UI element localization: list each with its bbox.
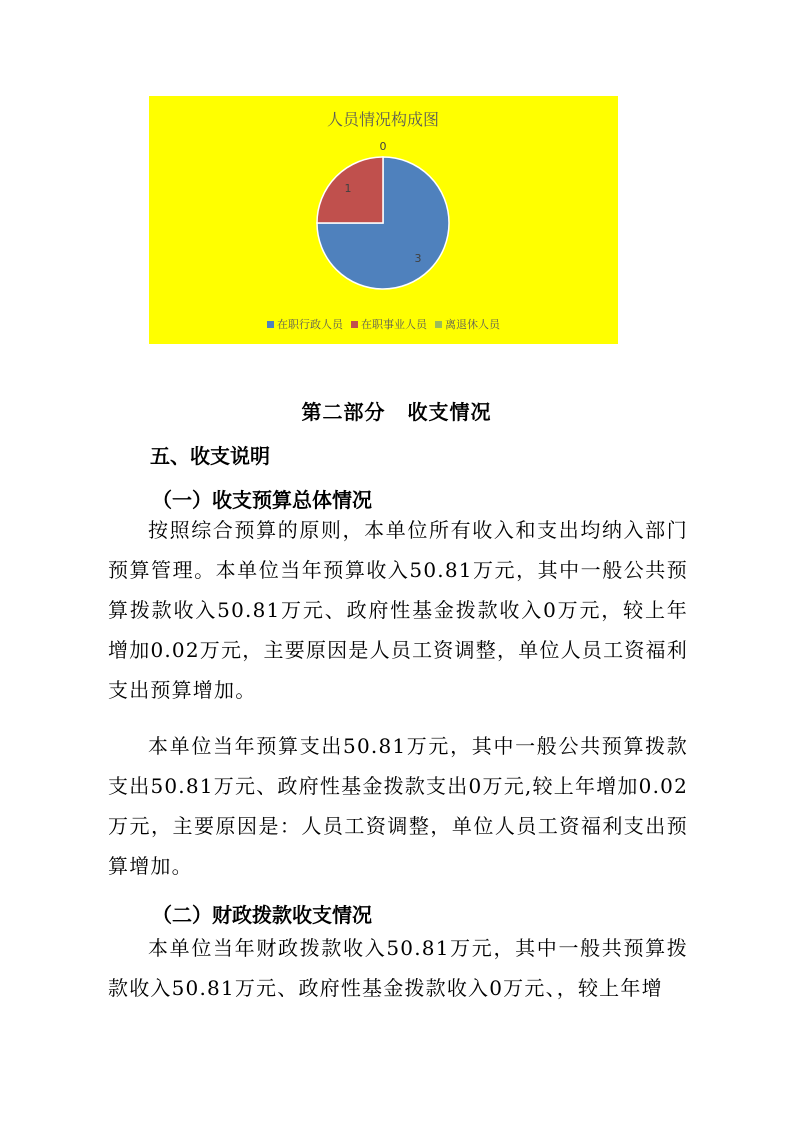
pie-chart-svg [149, 96, 618, 344]
legend-label-1: 在职事业人员 [361, 318, 427, 331]
legend-label-2: 离退休人员 [445, 318, 500, 331]
paragraph-budget-overview: 按照综合预算的原则，本单位所有收入和支出均纳入部门预算管理。本单位当年预算收入50.81万元，其中一般公共预算拨款收入50.81万元、政府性基金拨款收入0万元，较上年增加0.02万元，主要原因是人员工资调整，单位人员工资福利支出预算增加。 [108, 518, 688, 702]
legend-swatch-0 [267, 321, 274, 328]
part-heading [0, 396, 793, 425]
legend-label-0: 在职行政人员 [277, 318, 343, 331]
part-heading-title: 收支情况 [407, 400, 492, 424]
section-heading-5: 五、收支说明 [150, 444, 270, 468]
legend-entry-1 [351, 316, 427, 332]
legend-swatch-1 [351, 321, 358, 328]
chart-legend [149, 316, 618, 332]
pie-data-label-1: 1 [344, 181, 352, 195]
paragraph-fiscal-appropriation: 本单位当年财政拨款收入50.81万元，其中一般共预算拨款收入50.81万元、政府性基金拨款收入0万元、，较上年增 [108, 936, 688, 1000]
personnel-pie-chart [149, 96, 618, 344]
paragraph-budget-expense: 本单位当年预算支出50.81万元，其中一般公共预算拨款支出50.81万元、政府性基金拨款支出0万元,较上年增加0.02万元，主要原因是：人员工资调整，单位人员工资福利支出预算增加。 [108, 734, 688, 878]
pie-data-label-2: 0 [379, 140, 387, 153]
legend-entry-0 [267, 316, 343, 332]
legend-swatch-2 [435, 321, 442, 328]
chart-title: 人员情况构成图 [326, 110, 440, 129]
pie-data-label-0: 3 [414, 252, 422, 266]
subsection-heading-1: （一）收支预算总体情况 [152, 488, 372, 512]
subsection-heading-2: （二）财政拨款收支情况 [152, 903, 372, 927]
part-heading-number: 第二部分 [301, 400, 386, 424]
legend-entry-2 [435, 316, 500, 332]
